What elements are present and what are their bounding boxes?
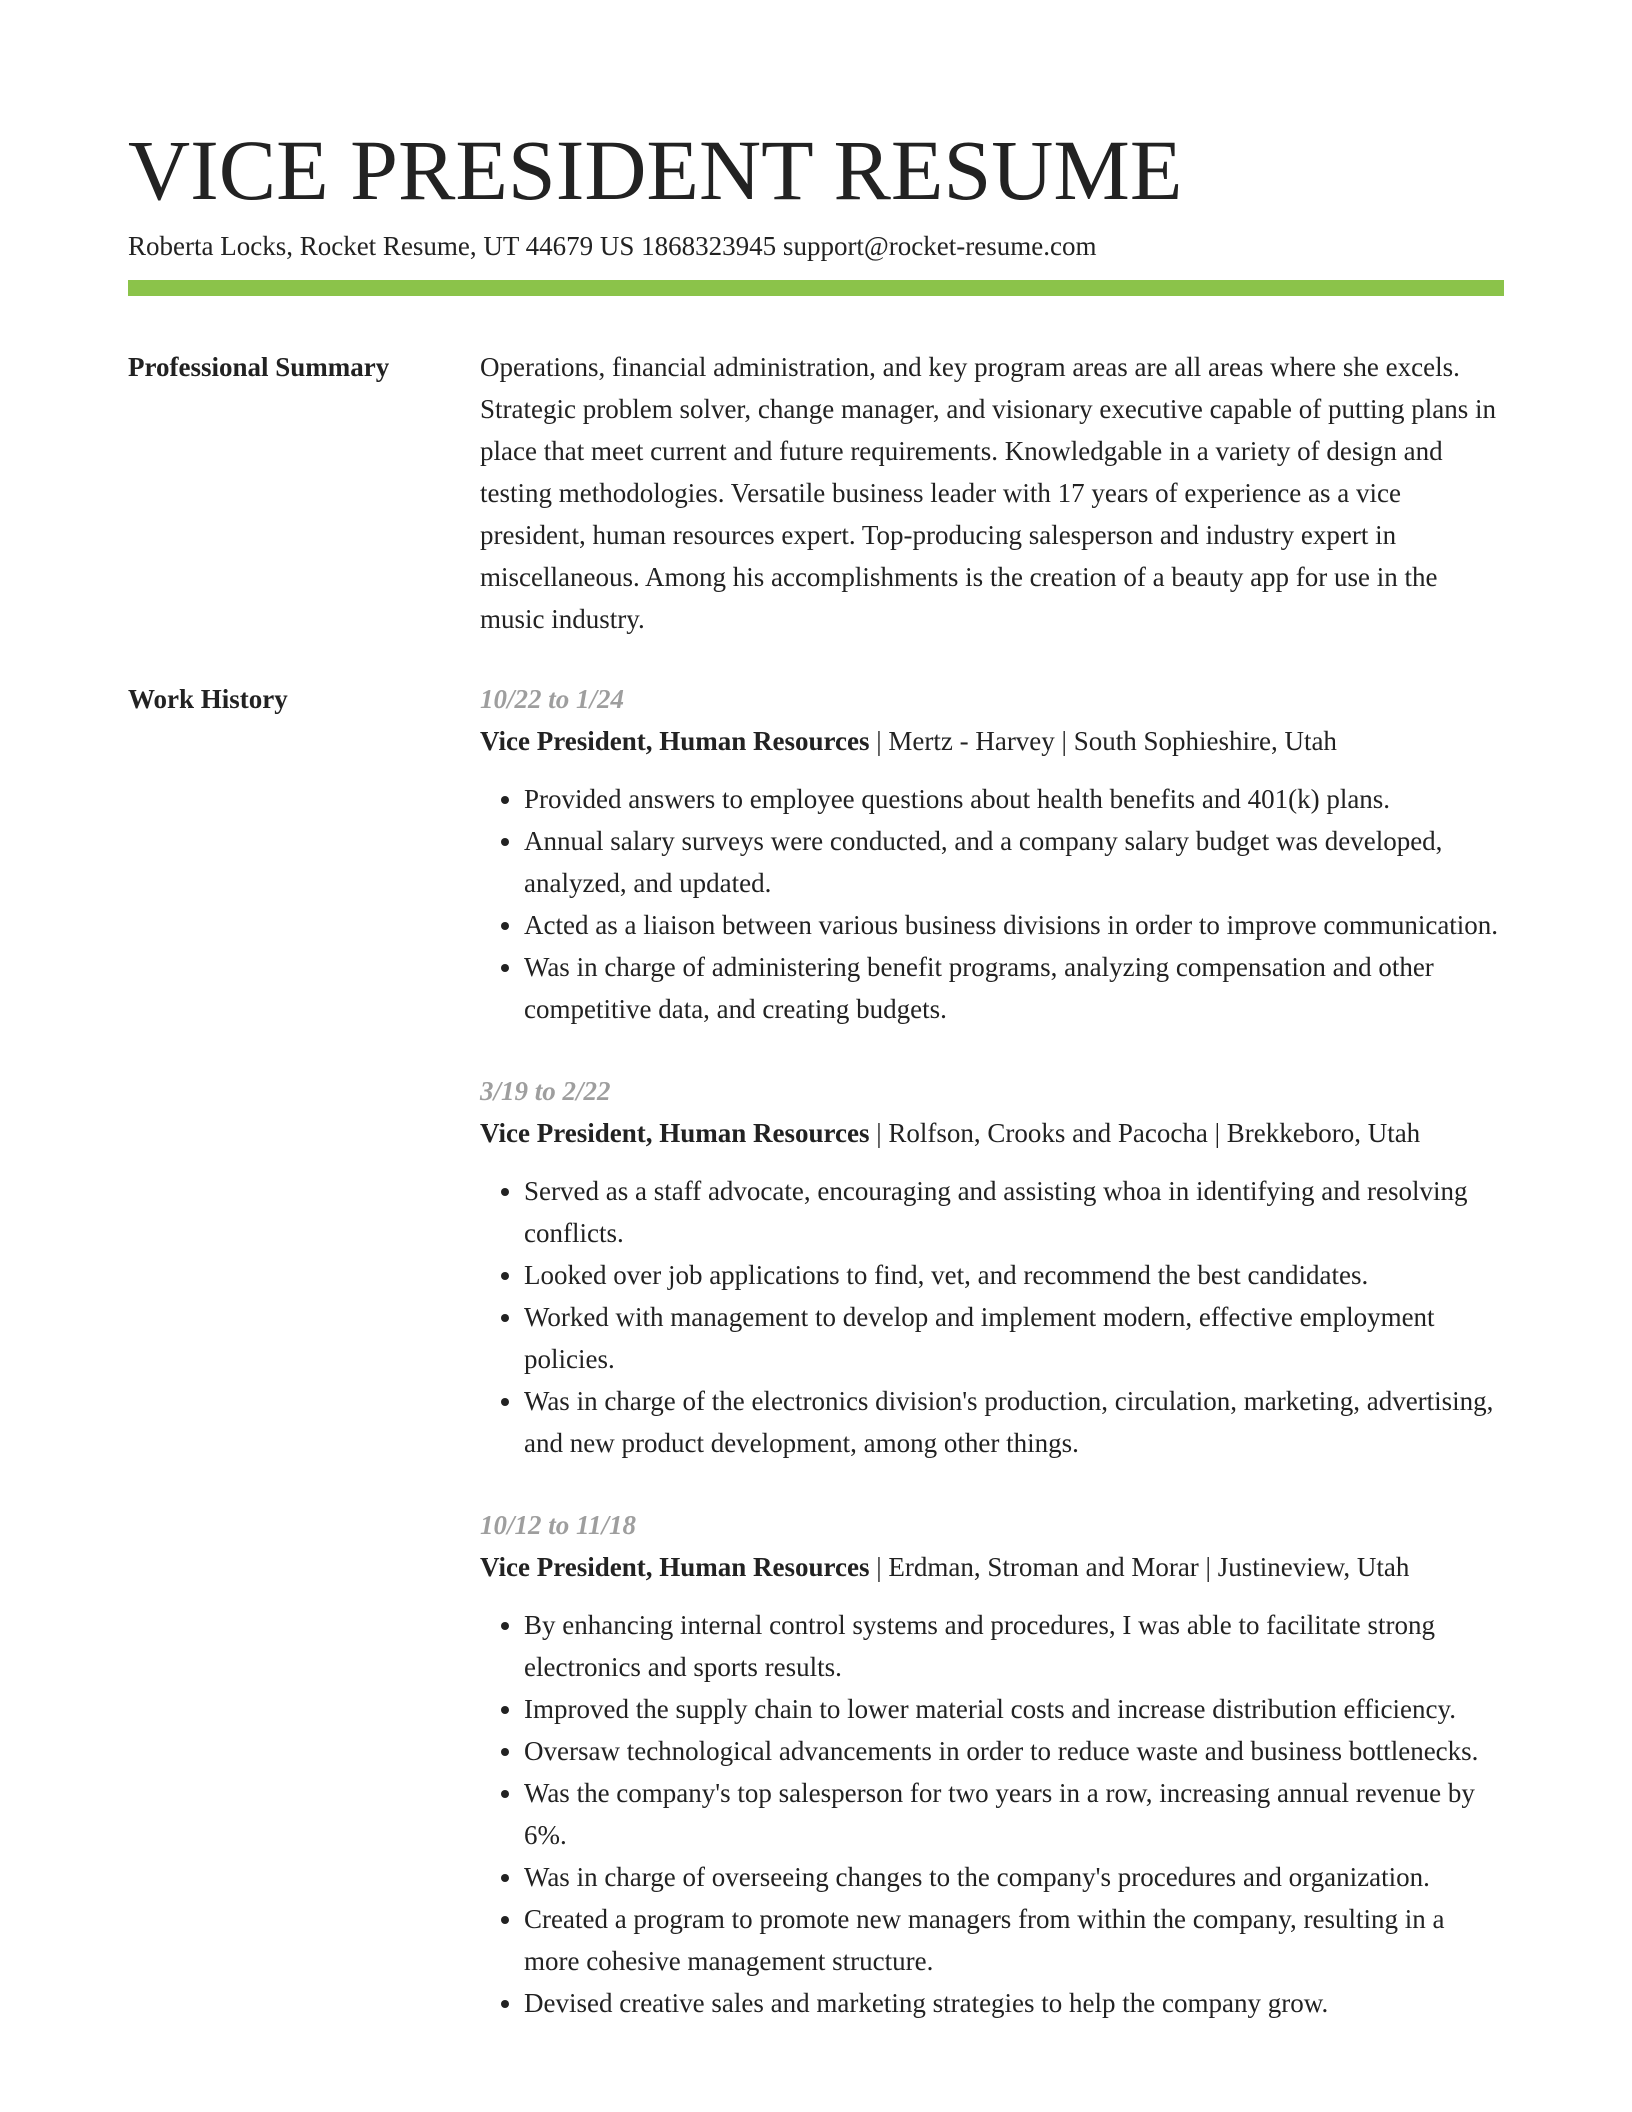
contact-line: Roberta Locks, Rocket Resume, UT 44679 US 1868323945 support@rocket-resume.com — [128, 231, 1097, 261]
header-divider — [128, 280, 1504, 296]
job-details: | Rolfson, Crooks and Pacocha | Brekkeboro, Utah — [869, 1118, 1421, 1148]
section-label-summary: Professional Summary — [128, 352, 390, 382]
section-label-work: Work History — [128, 684, 288, 714]
job-bullet: • Created a program to promote new managers from within the company, resulting in a more cohesive management structure. — [524, 1898, 1504, 1982]
summary-text: Operations, financial administration, and key program areas are all areas where she excels. Strategic problem solver, change manager, and visionary executive capable of putting plans in place that meet current and future requirements. Knowledgable in a variety of design and testing methodologies. Versatile business leader with 17 years of experience as a vice president, human resources expert. Top-producing salesperson and industry expert in miscellaneous. Among his accomplishments is the creation of a beauty app for use in the music industry. — [480, 352, 1496, 634]
job-title-line — [480, 1112, 1504, 1154]
job-details: | Mertz - Harvey | South Sophieshire, Utah — [869, 726, 1337, 756]
job-title-line — [480, 720, 1504, 762]
job-title: Vice President, Human Resources — [480, 726, 870, 756]
job-bullet: • Devised creative sales and marketing strategies to help the company grow. — [524, 1982, 1504, 2024]
job-details: | Erdman, Stroman and Morar | Justineview, Utah — [869, 1552, 1410, 1582]
job-bullet: • Was in charge of the electronics division's production, circulation, marketing, advertising, and new product development, among other things. — [524, 1380, 1504, 1464]
job-bullet: • Was the company's top salesperson for two years in a row, increasing annual revenue by 6%. — [524, 1772, 1504, 1856]
job-entry — [480, 1070, 1504, 1464]
job-title-line — [480, 1546, 1504, 1588]
summary-body — [480, 346, 1504, 640]
job-bullet-list — [480, 778, 1504, 1030]
job-bullet-list — [480, 1604, 1504, 2024]
professional-summary-section — [128, 346, 1504, 640]
resume-page — [128, 120, 1504, 2024]
job-bullet: • Oversaw technological advancements in order to reduce waste and business bottlenecks. — [524, 1730, 1504, 1772]
work-history-body — [480, 678, 1504, 2024]
job-entry — [480, 1504, 1504, 2024]
job-bullet: • Served as a staff advocate, encouraging and assisting whoa in identifying and resolving conflicts. — [524, 1170, 1504, 1254]
job-bullet: • Provided answers to employee questions about health benefits and 401(k) plans. — [524, 778, 1504, 820]
job-entry — [480, 678, 1504, 1030]
job-bullet: • Looked over job applications to find, vet, and recommend the best candidates. — [524, 1254, 1504, 1296]
job-bullet: • Improved the supply chain to lower material costs and increase distribution efficiency. — [524, 1688, 1504, 1730]
job-bullet-list — [480, 1170, 1504, 1464]
job-bullet: • Worked with management to develop and implement modern, effective employment policies. — [524, 1296, 1504, 1380]
job-bullet: • By enhancing internal control systems and procedures, I was able to facilitate strong electronics and sports results. — [524, 1604, 1504, 1688]
job-dates: 10/22 to 1/24 — [480, 684, 625, 714]
job-bullet: • Annual salary surveys were conducted, and a company salary budget was developed, analyzed, and updated. — [524, 820, 1504, 904]
job-bullet: • Was in charge of administering benefit programs, analyzing compensation and other competitive data, and creating budgets. — [524, 946, 1504, 1030]
job-dates: 3/19 to 2/22 — [480, 1076, 611, 1106]
work-history-section — [128, 678, 1504, 2024]
job-dates: 10/12 to 11/18 — [480, 1510, 637, 1540]
job-bullet: • Was in charge of overseeing changes to the company's procedures and organization. — [524, 1856, 1504, 1898]
resume-title: VICE PRESIDENT RESUME — [128, 122, 1183, 218]
job-bullet: • Acted as a liaison between various business divisions in order to improve communication. — [524, 904, 1504, 946]
job-title: Vice President, Human Resources — [480, 1118, 870, 1148]
job-title: Vice President, Human Resources — [480, 1552, 870, 1582]
